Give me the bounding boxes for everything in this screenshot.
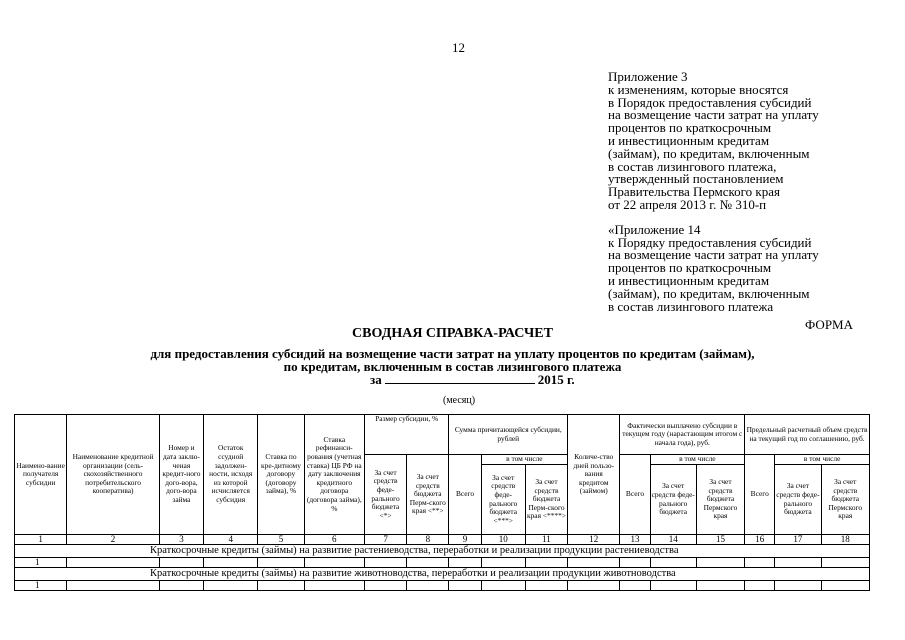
column-number: 1 — [15, 535, 67, 545]
header-days-count: Количе-ство дней пользо-вания кредитом (займом) — [568, 415, 620, 535]
header-subsidy-sum: Сумма причитающейся субсидии, рублей — [449, 415, 568, 455]
header-credit-org: Наименование кредитной организации (сель-скохозяйственного потребительского кооператива) — [67, 415, 160, 535]
column-number: 14 — [650, 535, 696, 545]
annex2-line: процентов по краткосрочным — [608, 260, 772, 276]
column-number: 10 — [481, 535, 525, 545]
header-contract-rate: Ставка по кре-дитному договору (договору займа), % — [258, 415, 304, 535]
column-number: 13 — [620, 535, 650, 545]
annex2-line: «Приложение 14 — [608, 221, 701, 237]
page-number: 12 — [452, 40, 465, 55]
annex-line: на возмещение части затрат на уплату — [608, 107, 819, 123]
annex2-line: и инвестиционным кредитам — [608, 272, 770, 288]
annex-line: процентов по краткосрочным — [608, 120, 772, 136]
row-number: 1 — [15, 558, 67, 568]
annex2-line: (займам), по кредитам, включенным — [608, 285, 810, 301]
header-limit-total: Всего — [745, 455, 775, 535]
header-contract-number: Номер и дата заклю-ченая кредит-ного дого-вора, дого-вора займа — [159, 415, 203, 535]
column-number: 2 — [67, 535, 160, 545]
header-sum-perm: За счет средств бюджета Перм-ского края <****> — [525, 465, 567, 535]
column-number: 5 — [258, 535, 304, 545]
annex-line: утвержденный постановлением — [608, 171, 784, 187]
header-paid-total: Всего — [620, 455, 650, 535]
header-perm-budget-rate: За счет средств бюджета Перм-ского края <**> — [407, 455, 449, 535]
section-title-livestock: Краткосрочные кредиты (займы) на развитие животноводства, переработки и реализации продукции животноводства — [15, 568, 870, 581]
header-sum-total: Всего — [449, 455, 481, 535]
annex2-line: на возмещение части затрат на уплату — [608, 247, 819, 263]
section-row — [15, 545, 870, 558]
annex2-line: к Порядку предоставления субсидий — [608, 234, 812, 250]
header-limit-including: в том числе — [775, 455, 870, 465]
section-row — [15, 568, 870, 581]
column-number: 17 — [775, 535, 821, 545]
annex-line: в состав лизингового платежа, — [608, 158, 777, 174]
header-actually-paid: Фактически выплачено субсидии в текущем году (нарастающим итогом с начала года), руб. — [620, 415, 745, 455]
forma-label: ФОРМА — [805, 317, 853, 332]
header-loan-balance: Остаток ссудной задолжен-ности, исходя из которой исчисляется субсидия — [204, 415, 258, 535]
column-number: 8 — [407, 535, 449, 545]
annex-line: (займам), по кредитам, включенным — [608, 145, 810, 161]
annex-block — [608, 71, 898, 313]
header-sum-fed: За счет средств феде-рального бюджета <***> — [481, 465, 525, 535]
annex2-line: в состав лизингового платежа — [608, 298, 774, 314]
annex-line: к изменениям, которые вносятся — [608, 81, 789, 97]
column-number: 6 — [304, 535, 364, 545]
column-number: 7 — [364, 535, 406, 545]
data-row — [15, 558, 870, 568]
header-paid-fed: За счет средств феде-рального бюджета — [650, 465, 696, 535]
period-za: за — [370, 372, 382, 387]
summary-table — [14, 414, 870, 591]
header-paid-including: в том числе — [650, 455, 745, 465]
column-number: 12 — [568, 535, 620, 545]
header-recipient: Наимено-вание получателя субсидии — [15, 415, 67, 535]
column-number: 4 — [204, 535, 258, 545]
annex-line: Приложение 3 — [608, 69, 688, 84]
document-subtitle-line1: для предоставления субсидий на возмещение части затрат на уплату процентов по кредитам (займам), — [150, 346, 755, 361]
header-limit-volume: Предельный расчетный объем средств на текущий год по соглашению, руб. — [745, 415, 870, 455]
annex-line: от 22 апреля 2013 г. № 310-п — [608, 196, 767, 212]
header-refinancing-rate: Ставка рефинанси-рования (учетная ставка) ЦБ РФ на дату заключения кредитного договора (договора займа), % — [304, 415, 364, 535]
column-number: 11 — [525, 535, 567, 545]
month-blank-field[interactable] — [385, 373, 535, 384]
document-title: СВОДНАЯ СПРАВКА-РАСЧЕТ — [352, 326, 553, 341]
row-number: 1 — [15, 581, 67, 591]
header-sum-including: в том числе — [481, 455, 568, 465]
column-number: 18 — [821, 535, 869, 545]
period-line — [370, 372, 575, 388]
header-paid-perm: За счет средств бюджета Пермского края — [696, 465, 744, 535]
section-title-crops: Краткосрочные кредиты (займы) на развитие растениеводства, переработки и реализации продукции растениеводства — [15, 545, 870, 558]
header-limit-perm: За счет средств бюджета Пермского края — [821, 465, 869, 535]
annex-line: в Порядок предоставления субсидий — [608, 94, 812, 110]
annex-line: и инвестиционным кредитам — [608, 132, 770, 148]
column-number: 15 — [696, 535, 744, 545]
column-number-row — [15, 535, 870, 545]
column-number: 3 — [159, 535, 203, 545]
data-row — [15, 581, 870, 591]
header-fed-budget-rate: За счет средств феде-рального бюджета <*> — [364, 455, 406, 535]
document-subtitle-line2: по кредитам, включенным в состав лизингового платежа — [283, 359, 622, 374]
period-year: 2015 г. — [537, 372, 575, 387]
month-hint: (месяц) — [443, 395, 476, 406]
header-subsidy-size: Размер субсидии, % — [364, 415, 448, 455]
header-limit-fed: За счет средств феде-рального бюджета — [775, 465, 821, 535]
column-number: 9 — [449, 535, 481, 545]
annex-line: Правительства Пермского края — [608, 184, 780, 200]
column-number: 16 — [745, 535, 775, 545]
